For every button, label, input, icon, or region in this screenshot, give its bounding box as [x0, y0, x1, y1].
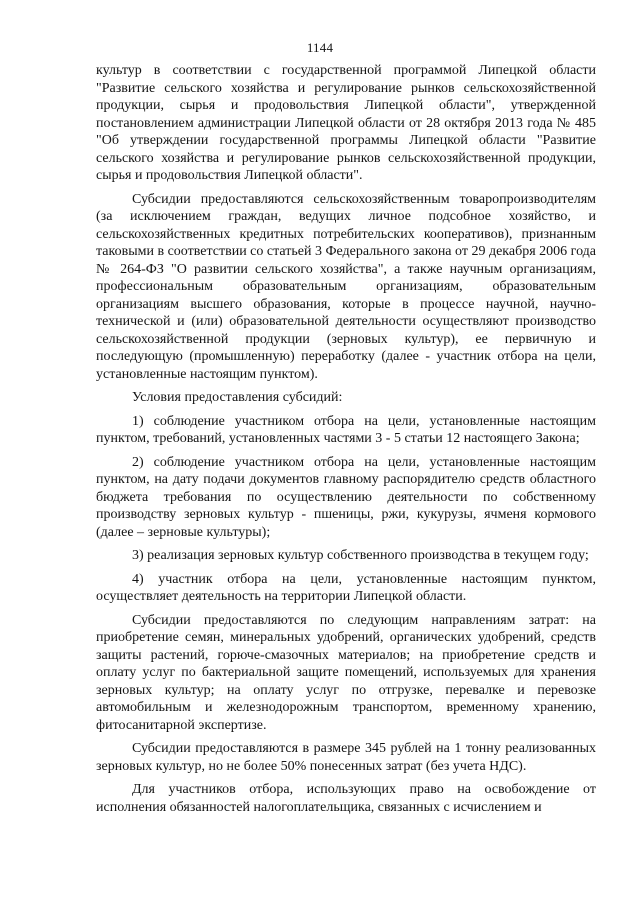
paragraph-conditions-heading: Условия предоставления субсидий:	[132, 390, 343, 405]
paragraph-condition-2: 2) соблюдение участником отбора на цели, установленные настоящим пунктом, на дату подачи документов главному распорядителю средств областного бюджета требования по осуществлению деятельности по собственному производству зерновых культур - пшеницы, ржи, кукурузы, ячменя кормового (далее – зерновые культуры);	[96, 454, 596, 540]
paragraph-condition-4: 4) участник отбора на цели, установленные настоящим пунктом, осуществляет деятельность на территории Липецкой области.	[96, 571, 596, 604]
paragraph-condition-3: 3) реализация зерновых культур собственного производства в текущем году;	[132, 548, 589, 563]
document-body	[96, 62, 596, 822]
paragraph-cost-directions: Субсидии предоставляются по следующим направлениям затрат: на приобретение семян, минеральных удобрений, органических удобрений, средств защиты растений, горюче-смазочных материалов; на приобретение средств и оплату услуг по бактериальной защите помещений, используемых для хранения зерновых культур; на оплату услуг по отгрузке, перевалке и перевозке автомобильным и железнодорожным транспортом, временному хранению, фитосанитарной экспертизе.	[96, 612, 596, 733]
paragraph-subsidy-recipients: Субсидии предоставляются сельскохозяйственным товаропроизводителям (за исключением граждан, ведущих личное подсобное хозяйство, и сельскохозяйственных кредитных потребительских кооперативов), признанным таковыми в соответствии со статьей 3 Федерального закона от 29 декабря 2006 года № 264-ФЗ "О развитии сельского хозяйства", а также научным организациям, профессиональным образовательным организациям, образовательным организациям высшего образования, которые в процессе научной, научно-технической и (или) образовательной деятельности осуществляют производство сельскохозяйственной продукции (зерновых культур), ее первичную и последующую (промышленную) переработку (далее - участник отбора на цели, установленные настоящим пунктом).	[96, 191, 596, 382]
paragraph-tax-exempt-participants: Для участников отбора, использующих право на освобождение от исполнения обязанностей налогоплательщика, связанных с исчислением и	[96, 782, 596, 815]
paragraph-subsidy-rate: Субсидии предоставляются в размере 345 рублей на 1 тонну реализованных зерновых культур, но не более 50% понесенных затрат (без учета НДС).	[96, 741, 596, 774]
page-number: 1144	[306, 40, 334, 55]
paragraph-continuation: культур в соответствии с государственной программой Липецкой области "Развитие сельского хозяйства и регулирование рынков сельскохозяйственной продукции, сырья и продовольствия Липецкой области", утвержденной постановлением администрации Липецкой области от 28 октября 2013 года № 485 "Об утверждении государственной программы Липецкой области "Развитие сельского хозяйства и регулирование рынков сельскохозяйственной продукции, сырья и продовольствия Липецкой области".	[96, 63, 596, 183]
paragraph-condition-1: 1) соблюдение участником отбора на цели, установленные настоящим пунктом, требований, установленных частями 3 - 5 статьи 12 настоящего Закона;	[96, 413, 596, 446]
